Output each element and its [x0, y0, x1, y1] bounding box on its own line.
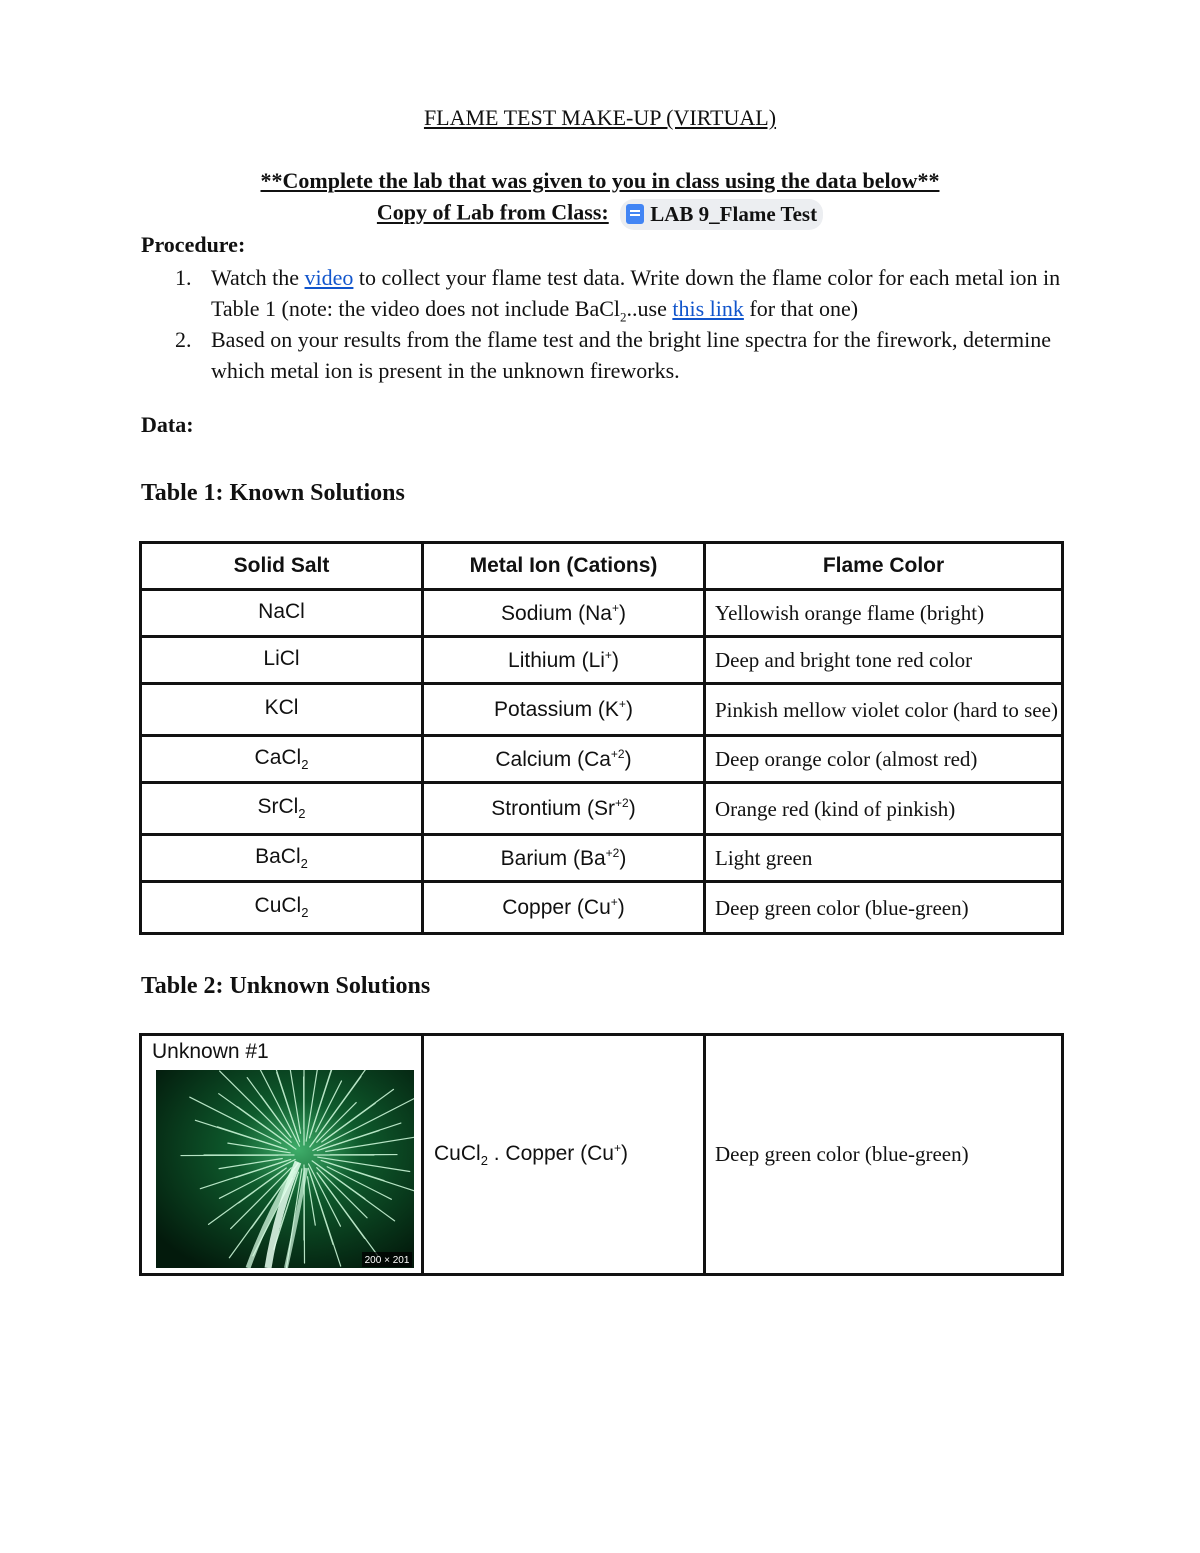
subscript: 2	[620, 309, 627, 325]
ion-cell: Lithium (Li+)	[423, 637, 705, 684]
instruction-line: **Complete the lab that was given to you in class using the data below**	[260, 168, 940, 193]
procedure-heading: Procedure:	[141, 232, 246, 257]
table-row	[141, 684, 1063, 736]
salt-cell: CuCl$_2$	[141, 882, 423, 934]
flame-cell: Deep green color (blue-green)	[705, 882, 1063, 934]
ion-cell: Barium $(Ba^{+2})$	[423, 835, 705, 882]
salt-cell: LiCl	[141, 637, 423, 684]
data-heading: Data:	[141, 412, 194, 437]
text-run: ..use	[626, 296, 673, 321]
table1-heading: Table 1: Known Solutions	[141, 480, 405, 506]
column-header: Solid Salt	[141, 543, 423, 590]
unknown-label: Unknown #1	[152, 1040, 269, 1063]
known-solutions-table	[139, 541, 1064, 935]
ion-cell: Copper (Cu+)	[423, 882, 705, 934]
copy-of-lab-line	[0, 199, 1200, 230]
salt-cell: NaCl	[141, 590, 423, 637]
page-title: FLAME TEST MAKE-UP (VIRTUAL)	[423, 105, 777, 130]
text-run: Watch the	[211, 265, 305, 290]
green-firework-image	[156, 1070, 414, 1268]
flame-cell: Yellowish orange flame (bright)	[705, 590, 1063, 637]
video-link[interactable]: video	[304, 265, 354, 290]
this-link[interactable]: this link	[672, 296, 744, 321]
flame-cell: Light green	[705, 835, 1063, 882]
google-doc-icon	[626, 204, 644, 224]
unknown-solutions-table	[139, 1033, 1064, 1276]
table-row	[141, 882, 1063, 934]
table-row	[141, 637, 1063, 684]
answer-flame-cell: Deep green color (blue-green)	[705, 1035, 1063, 1275]
unknown-cell	[141, 1035, 423, 1275]
table-row	[141, 835, 1063, 882]
ion-cell: Sodium (Na+)	[423, 590, 705, 637]
salt-cell: CaCl$_2$	[141, 736, 423, 783]
table-row	[141, 736, 1063, 783]
text-run: to collect your flame test data. Write down the flame color for each metal ion in Table 1 (note: the video does not include BaCl	[211, 265, 1061, 321]
item-number: 2.	[175, 327, 192, 352]
ion-cell: Strontium $(Sr^{+2})$	[423, 783, 705, 835]
table-row	[141, 1035, 1063, 1275]
image-size-badge: 200 × 201	[364, 1255, 410, 1266]
table2-heading: Table 2: Unknown Solutions	[141, 973, 431, 999]
salt-cell: SrCl$_2$	[141, 783, 423, 835]
answer-ion-cell: CuCl$_2$ . Copper (Cu+)	[423, 1035, 705, 1275]
item-text	[211, 262, 1061, 332]
salt-cell: BaCl$_2$	[141, 835, 423, 882]
column-header: Metal Ion (Cations)	[423, 543, 705, 590]
table-row	[141, 590, 1063, 637]
lab-doc-chip[interactable]	[620, 199, 823, 230]
ion-cell: Calcium $(Ca^{+2})$	[423, 736, 705, 783]
table-header-row	[141, 543, 1063, 590]
text-run: for that one)	[743, 296, 859, 321]
flame-cell: Orange red (kind of pinkish)	[705, 783, 1063, 835]
lab-doc-link[interactable]: LAB 9_Flame Test	[650, 202, 818, 226]
item-number: 1.	[175, 265, 192, 290]
table-row	[141, 783, 1063, 835]
flame-cell: Pinkish mellow violet color (hard to see)	[705, 684, 1063, 736]
flame-cell: Deep orange color (almost red)	[705, 736, 1063, 783]
salt-cell: KCl	[141, 684, 423, 736]
flame-cell: Deep and bright tone red color	[705, 637, 1063, 684]
ion-cell: Potassium (K+)	[423, 684, 705, 736]
column-header: Flame Color	[705, 543, 1063, 590]
copy-label: Copy of Lab from Class:	[376, 199, 609, 225]
item-text: Based on your results from the flame test and the bright line spectra for the firework, determine which metal ion is present in the unknown fireworks.	[211, 327, 1052, 383]
